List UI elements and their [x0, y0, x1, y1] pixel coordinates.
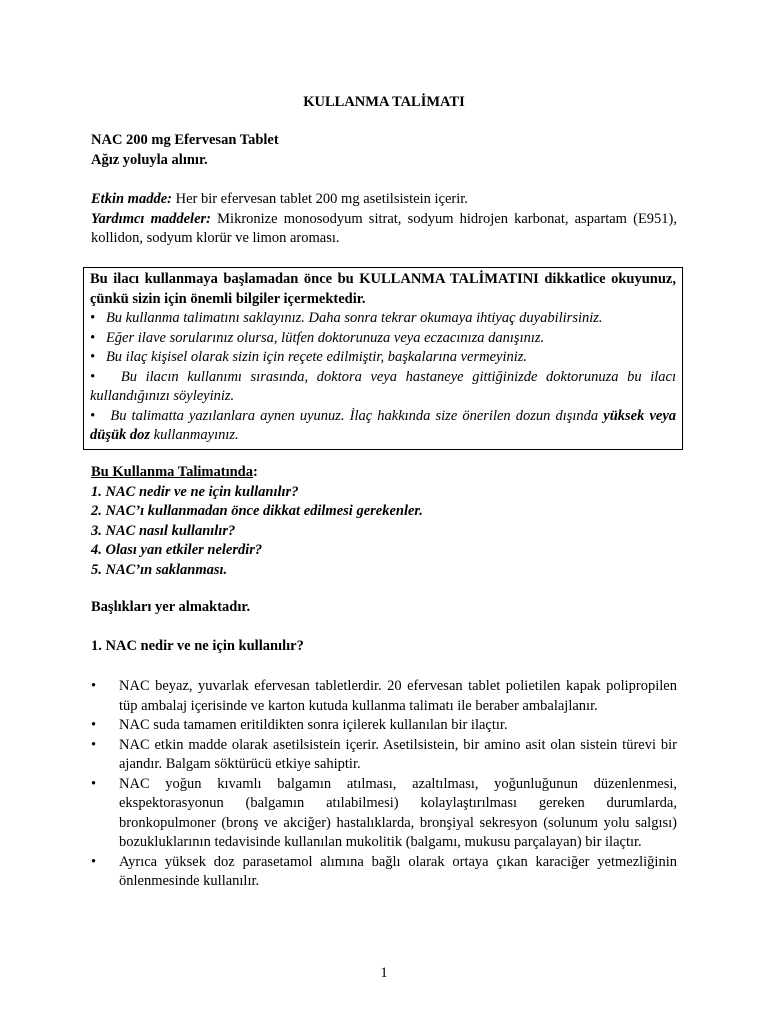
toc-item: 1. NAC nedir ve ne için kullanılır? — [91, 483, 299, 500]
excipients-text: Mikronize monosodyum sitrat, sodyum hidrojen karbonat, aspartam (E951), kollidon, sodyum klorür ve limon aroması. — [91, 210, 677, 246]
warning-item — [90, 407, 676, 446]
bullet-icon: • — [91, 853, 97, 870]
page-number: 1 — [380, 965, 388, 981]
toc-item: 4. Olası yan etkiler nelerdir? — [91, 542, 263, 558]
bullet-icon: • — [91, 717, 97, 733]
warning-item-text: Bu talimatta yazılanlara aynen uyunuz. İlaç hakkında size önerilen dozun dışında — [110, 407, 604, 424]
toc-heading — [91, 463, 681, 483]
list-item-text: NAC suda tamamen eritildikten sonra içilerek kullanılan bir ilaçtır. — [119, 717, 508, 733]
warning-intro-emphasis: KULLANMA TALİMATINI — [359, 271, 539, 287]
toc-item: 5. NAC’ın saklanması. — [91, 561, 228, 578]
list-item — [91, 775, 677, 853]
active-ingredient-text: Her bir efervesan tablet 200 mg asetilsistein içerir. — [171, 191, 468, 207]
list-item-text: NAC yoğun kıvamlı balgamın atılması, azaltılması, yoğunluğunun düzenlenmesi, ekspektorasyonun (balgamın atılabilmesi) kolaylaştırılması gereken durumlarda, bronkopulmoner (bronş ve akciğer) hastalıklarda, bronşiyal sekresyon (solunum yolu salgısı) bozukluklarının tedavisinde kullanılan mukolitik (balgamı, mukusu parçalayan) bir ilaçtır. — [119, 775, 677, 850]
bullet-icon: • — [90, 329, 96, 346]
list-item — [91, 716, 677, 736]
warning-intro-part: Bu ilacı kullanmaya başlamadan önce bu — [90, 271, 360, 287]
toc-title: Bu Kullanma Talimatında — [91, 464, 253, 480]
list-item-text: NAC beyaz, yuvarlak efervesan tabletlerdir. 20 efervesan tablet polietilen kapak polipropilen tüp ambalaj içerisinde ve karton kutuda kullanma talimatı ile beraber ambalajlanır. — [119, 678, 677, 714]
warning-item — [90, 309, 676, 329]
warning-intro-part: dikkatlice okuyunuz, çünkü sizin için önemli bilgiler içermektedir. — [90, 271, 676, 307]
list-item — [91, 677, 677, 716]
warning-item-text: kullanmayınız. — [150, 427, 239, 443]
warning-item-emphasis: yüksek veya düşük doz — [90, 407, 677, 443]
bullet-icon: • — [90, 368, 96, 385]
product-info — [91, 131, 681, 170]
bullet-icon: • — [90, 349, 96, 365]
section-1-list — [91, 677, 677, 892]
list-item — [91, 736, 677, 775]
section-1-heading: 1. NAC nedir ve ne için kullanılır? — [91, 638, 304, 654]
warning-box — [83, 267, 683, 450]
active-ingredient-label: Etkin madde: — [91, 191, 172, 207]
warning-intro — [90, 270, 676, 309]
list-item-text: Ayrıca yüksek doz parasetamol alımına bağlı olarak ortaya çıkan karaciğer yetmezliğinin önlenmesinde kullanılır. — [119, 853, 677, 889]
toc-colon: : — [252, 464, 258, 480]
list-item-text: NAC etkin madde olarak asetilsistein içerir. Asetilsistein, bir amino asit olan sistein türevi bir ajandır. Balgam söktürücü etkiye sahiptir. — [119, 736, 677, 772]
document-title: KULLANMA TALİMATI — [303, 94, 465, 110]
headings-note: Başlıkları yer almaktadır. — [91, 599, 251, 615]
table-of-contents — [91, 463, 681, 580]
product-name: NAC 200 mg Efervesan Tablet — [91, 132, 279, 148]
warning-item-text: Bu ilacın kullanımı sırasında, doktora veya hastaneye gittiğinizde doktorunuza bu ilacı kullandığınızı söyleyiniz. — [90, 368, 677, 404]
administration-route: Ağız yoluyla alınır. — [91, 151, 208, 168]
warning-item-text: Bu ilaç kişisel olarak sizin için reçete edilmiştir, başkalarına vermeyiniz. — [105, 349, 528, 365]
warning-item — [90, 348, 676, 368]
ingredients-section — [91, 190, 677, 249]
bullet-icon: • — [90, 310, 96, 326]
bullet-icon: • — [90, 407, 96, 424]
bullet-icon: • — [91, 678, 97, 694]
active-ingredient — [91, 190, 677, 210]
excipients-label: Yardımcı maddeler: — [91, 210, 211, 227]
warning-item-text: Eğer ilave sorularınız olursa, lütfen doktorunuza veya eczacınıza danışınız. — [105, 329, 545, 346]
list-item — [91, 853, 677, 892]
warning-item-text: Bu kullanma talimatını saklayınız. Daha sonra tekrar okumaya ihtiyaç duyabilirsiniz. — [105, 310, 603, 326]
warning-item — [90, 329, 676, 349]
bullet-icon: • — [91, 775, 97, 792]
bullet-icon: • — [91, 736, 97, 753]
toc-item: 2. NAC’ı kullanmadan önce dikkat edilmesi gerekenler. — [91, 503, 423, 519]
toc-item: 3. NAC nasıl kullanılır? — [91, 522, 236, 539]
warning-item — [90, 368, 676, 407]
excipients — [91, 210, 677, 249]
